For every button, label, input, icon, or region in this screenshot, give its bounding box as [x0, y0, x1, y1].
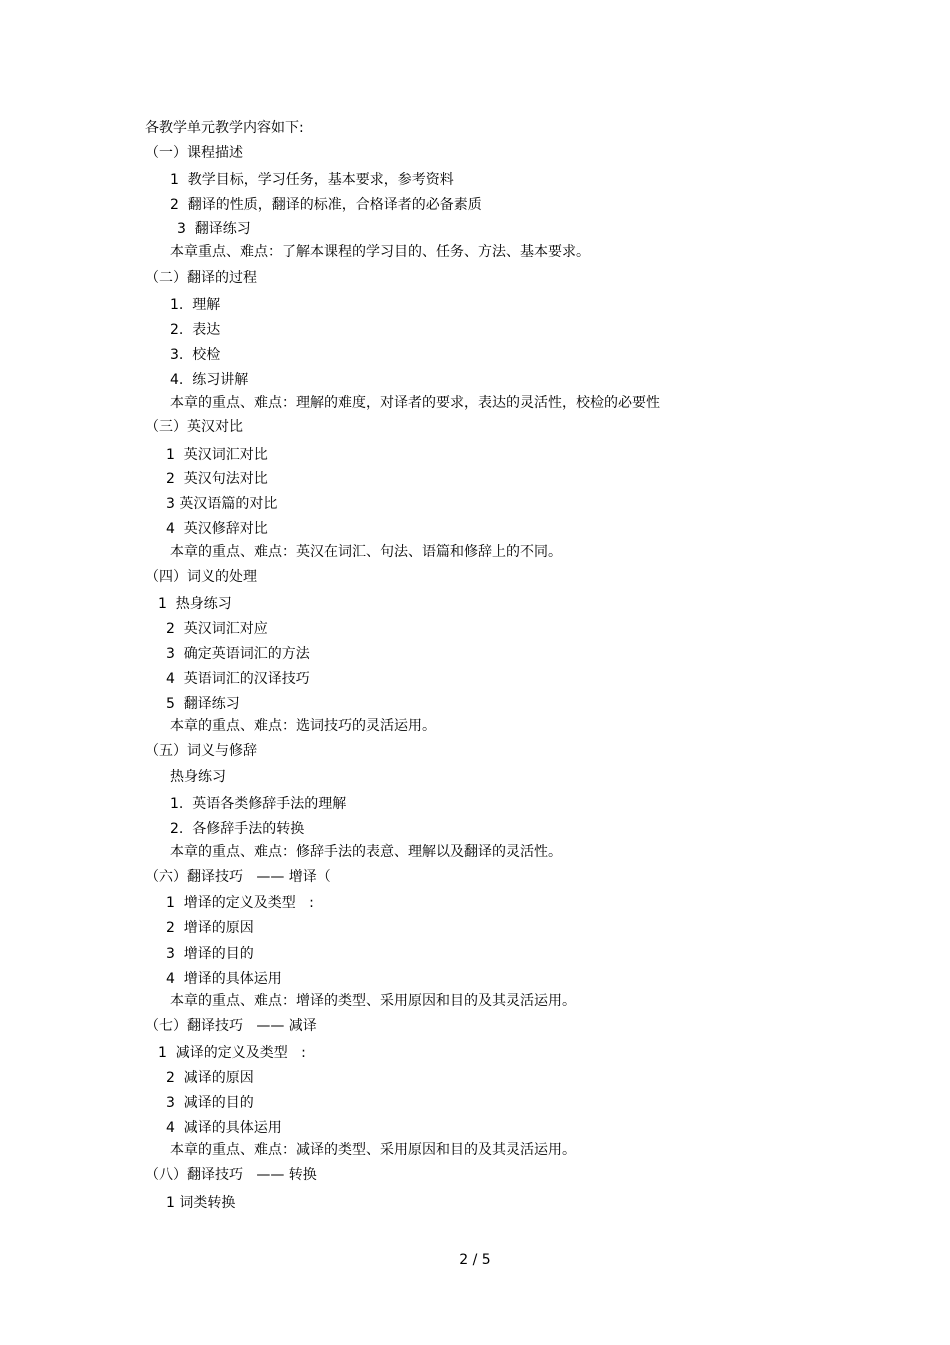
list-item: 3 增译的目的: [166, 946, 254, 962]
list-item: 2. 表达: [170, 322, 221, 338]
list-item: 3 确定英语词汇的方法: [166, 646, 310, 662]
section-heading: （三）英汉对比: [145, 419, 243, 435]
list-item: 5 翻译练习: [166, 696, 240, 712]
list-item: 4 减译的具体运用: [166, 1120, 282, 1136]
section-heading: （四）词义的处理: [145, 569, 257, 585]
list-item: 1 减译的定义及类型 :: [158, 1045, 306, 1061]
list-item: 1. 理解: [170, 297, 221, 313]
key-points-line: 本章的重点、难点：理解的难度，对译者的要求，表达的灵活性，校检的必要性: [170, 395, 660, 411]
key-points-line: 本章的重点、难点：英汉在词汇、句法、语篇和修辞上的不同。: [170, 544, 562, 560]
list-item: 1 英汉词汇对比: [166, 447, 268, 463]
list-item: 4 英语词汇的汉译技巧: [166, 671, 310, 687]
list-item: 1 热身练习: [158, 596, 232, 612]
list-item: 1 增译的定义及类型 :: [166, 895, 314, 911]
list-item: 2 英汉句法对比: [166, 471, 268, 487]
page-number: 2 / 5: [459, 1252, 491, 1268]
list-item: 2 翻译的性质，翻译的标准，合格译者的必备素质: [170, 197, 482, 213]
key-points-line: 本章的重点、难点：减译的类型、采用原因和目的及其灵活运用。: [170, 1142, 576, 1158]
section-heading: （一）课程描述: [145, 145, 243, 161]
section-heading: （七）翻译技巧 —— 减译: [145, 1018, 317, 1034]
list-item: 4 英汉修辞对比: [166, 521, 268, 537]
list-item: 3 减译的目的: [166, 1095, 254, 1111]
list-item: 2 减译的原因: [166, 1070, 254, 1086]
list-item: 4. 练习讲解: [170, 372, 249, 388]
list-item: 3 英汉语篇的对比: [166, 496, 278, 512]
key-points-line: 本章的重点、难点：选词技巧的灵活运用。: [170, 718, 436, 734]
list-item: 2 英汉词汇对应: [166, 621, 268, 637]
list-item: 热身练习: [170, 769, 226, 785]
list-item: 3 翻译练习: [177, 221, 251, 237]
section-heading: （五）词义与修辞: [145, 743, 257, 759]
list-item: 2 增译的原因: [166, 920, 254, 936]
intro-line: 各教学单元教学内容如下:: [145, 120, 304, 136]
section-heading: （六）翻译技巧 —— 增译（: [145, 869, 331, 885]
list-item: 3. 校检: [170, 347, 221, 363]
key-points-line: 本章重点、难点：了解本课程的学习目的、任务、方法、基本要求。: [170, 244, 590, 260]
list-item: 2. 各修辞手法的转换: [170, 821, 305, 837]
key-points-line: 本章的重点、难点：修辞手法的表意、理解以及翻译的灵活性。: [170, 844, 562, 860]
list-item: 1 教学目标，学习任务，基本要求，参考资料: [170, 172, 454, 188]
list-item: 1 词类转换: [166, 1195, 236, 1211]
key-points-line: 本章的重点、难点：增译的类型、采用原因和目的及其灵活运用。: [170, 993, 576, 1009]
list-item: 1. 英语各类修辞手法的理解: [170, 796, 347, 812]
section-heading: （八）翻译技巧 —— 转换: [145, 1167, 317, 1183]
list-item: 4 增译的具体运用: [166, 971, 282, 987]
section-heading: （二）翻译的过程: [145, 270, 257, 286]
